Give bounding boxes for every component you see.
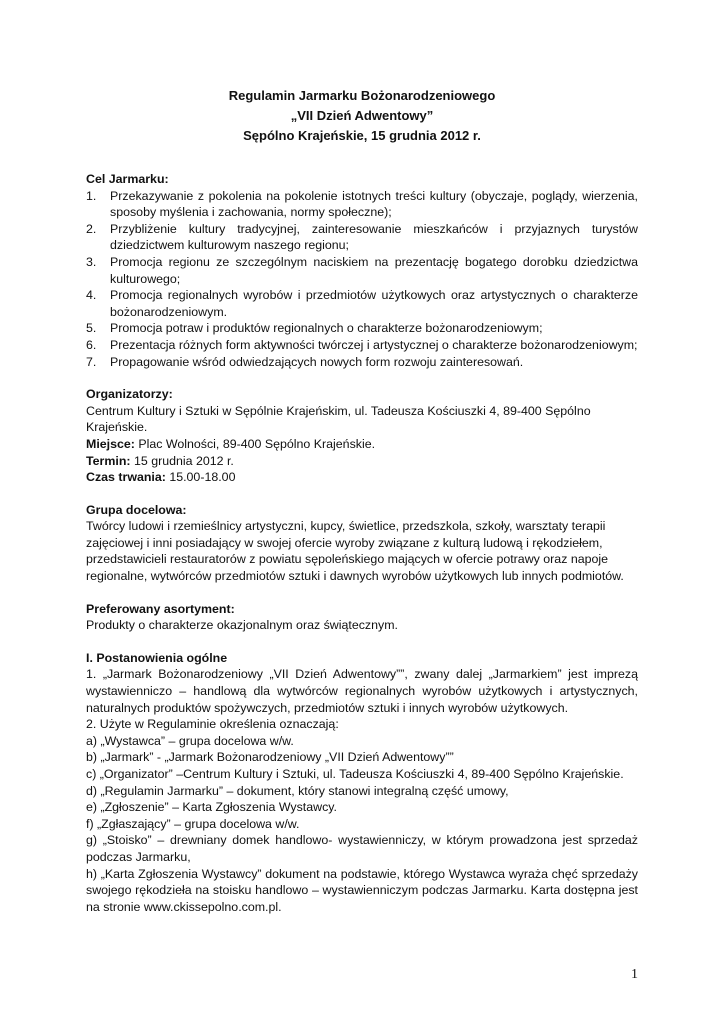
org-heading: Organizatorzy:	[86, 387, 173, 402]
asort-heading: Preferowany asortyment:	[86, 601, 235, 616]
definition-d: d) „Regulamin Jarmarku” – dokument, który stanowi integralną część umowy,	[86, 783, 509, 798]
org-termin: Termin: 15 grudnia 2012 r.	[86, 453, 234, 468]
section-postanowienia	[86, 650, 638, 916]
definition-g: g) „Stoisko” – drewniany domek handlowo- wystawienniczy, w którym prowadzona jest sprzedaż podczas Jarmarku,	[86, 833, 638, 864]
grupa-line: przedstawicieli restauratorów z powiatu sępoleńskiego mających w ofercie potrawy oraz napoje	[86, 552, 609, 567]
section-organizatorzy	[86, 386, 638, 486]
list-item: 7. Propagowanie wśród odwiedzających nowych form rozwoju zainteresowań.	[86, 354, 524, 369]
definition-h: h) „Karta Zgłoszenia Wystawcy” dokument na podstawie, którego Wystawca wyraża chęć sprzedaży swojego rękodzieła na stoisku handlowo – wystawienniczym podczas Jarmarku. Karta dostępna jest na stronie www.ckissepolno.com.pl.	[86, 866, 638, 914]
list-item: 6. Prezentacja różnych form aktywności twórczej i artystycznej o charakterze bożonarodzeniowym;	[86, 337, 638, 352]
post-heading: I. Postanowienia ogólne	[86, 650, 228, 665]
org-miejsce: Miejsce: Plac Wolności, 89-400 Sępólno Krajeńskie.	[86, 436, 376, 451]
title-line-3: Sępólno Krajeńskie, 15 grudnia 2012 r.	[243, 128, 481, 143]
title-line-2: „VII Dzień Adwentowy”	[290, 108, 434, 123]
definition-f: f) „Zgłaszający” – grupa docelowa w/w.	[86, 816, 300, 831]
org-czas: Czas trwania: 15.00-18.00	[86, 470, 236, 485]
section-asortyment	[86, 601, 638, 634]
definition-b: b) „Jarmark” - „Jarmark Bożonarodzeniowy „VII Dzień Adwentowy””	[86, 750, 454, 765]
page-number: 1	[631, 967, 638, 982]
document-title	[86, 86, 638, 146]
org-text: Centrum Kultury i Sztuki w Sępólnie Krajeńskim, ul. Tadeusza Kościuszki 4, 89-400 Sępólno Krajeńskie.	[86, 403, 591, 435]
post-paragraph-1: 1. „Jarmark Bożonarodzeniowy „VII Dzień Adwentowy””, zwany dalej „Jarmarkiem” jest imprezą wystawienniczo – handlową dla wytwórców regionalnych wyrobów użytkowych i artystycznych, naturalnych produktów spożywczych, przedmiotów sztuki i innych wyrobów użytkowych.	[86, 667, 638, 715]
title-line-1: Regulamin Jarmarku Bożonarodzeniowego	[228, 88, 496, 103]
document-page	[86, 86, 638, 915]
section-grupa	[86, 502, 638, 585]
grupa-line: Twórcy ludowi i rzemieślnicy artystyczni, kupcy, świetlice, przedszkola, szkoły, warsztaty terapii	[86, 519, 606, 534]
list-item: 2. Przybliżenie kultury tradycyjnej, zainteresowanie mieszkańców i przyjaznych turystów dziedzictwem kulturowym naszego regionu;	[86, 221, 638, 253]
list-item: 4. Promocja regionalnych wyrobów i przedmiotów użytkowych oraz artystycznych o charakterze bożonarodzeniowym.	[86, 288, 638, 319]
definition-c: c) „Organizator” –Centrum Kultury i Sztuki, ul. Tadeusza Kościuszki 4, 89-400 Sępólno Krajeńskie.	[86, 767, 624, 781]
grupa-heading: Grupa docelowa:	[86, 502, 187, 517]
list-item: 5. Promocja potraw i produktów regionalnych o charakterze bożonarodzeniowym;	[86, 321, 543, 336]
section-cel	[86, 171, 638, 370]
asort-text: Produkty o charakterze okazjonalnym oraz świątecznym.	[86, 618, 398, 633]
cel-list	[86, 188, 638, 371]
list-item: 3. Promocja regionu ze szczególnym naciskiem na prezentację bogatego dorobku dziedzictwa kulturowego;	[86, 254, 638, 286]
cel-heading: Cel Jarmarku:	[86, 172, 169, 186]
post-paragraph-2: 2. Użyte w Regulaminie określenia oznaczają:	[86, 717, 339, 732]
list-item: 1. Przekazywanie z pokolenia na pokolenie istotnych treści kultury (obyczaje, poglądy, wierzenia, sposoby myślenia i zachowania, normy społeczne);	[86, 188, 638, 220]
definition-a: a) „Wystawca” – grupa docelowa w/w.	[86, 733, 294, 748]
definition-e: e) „Zgłoszenie” – Karta Zgłoszenia Wystawcy.	[86, 800, 338, 815]
grupa-line: regionalne, wytwórców przedmiotów sztuki i dawnych wyrobów użytkowych lub innych podmiotów.	[86, 569, 624, 584]
grupa-line: zajęciowej i inni posiadający w swojej ofercie wyroby związane z kulturą ludową i rękodziełem,	[86, 535, 603, 550]
